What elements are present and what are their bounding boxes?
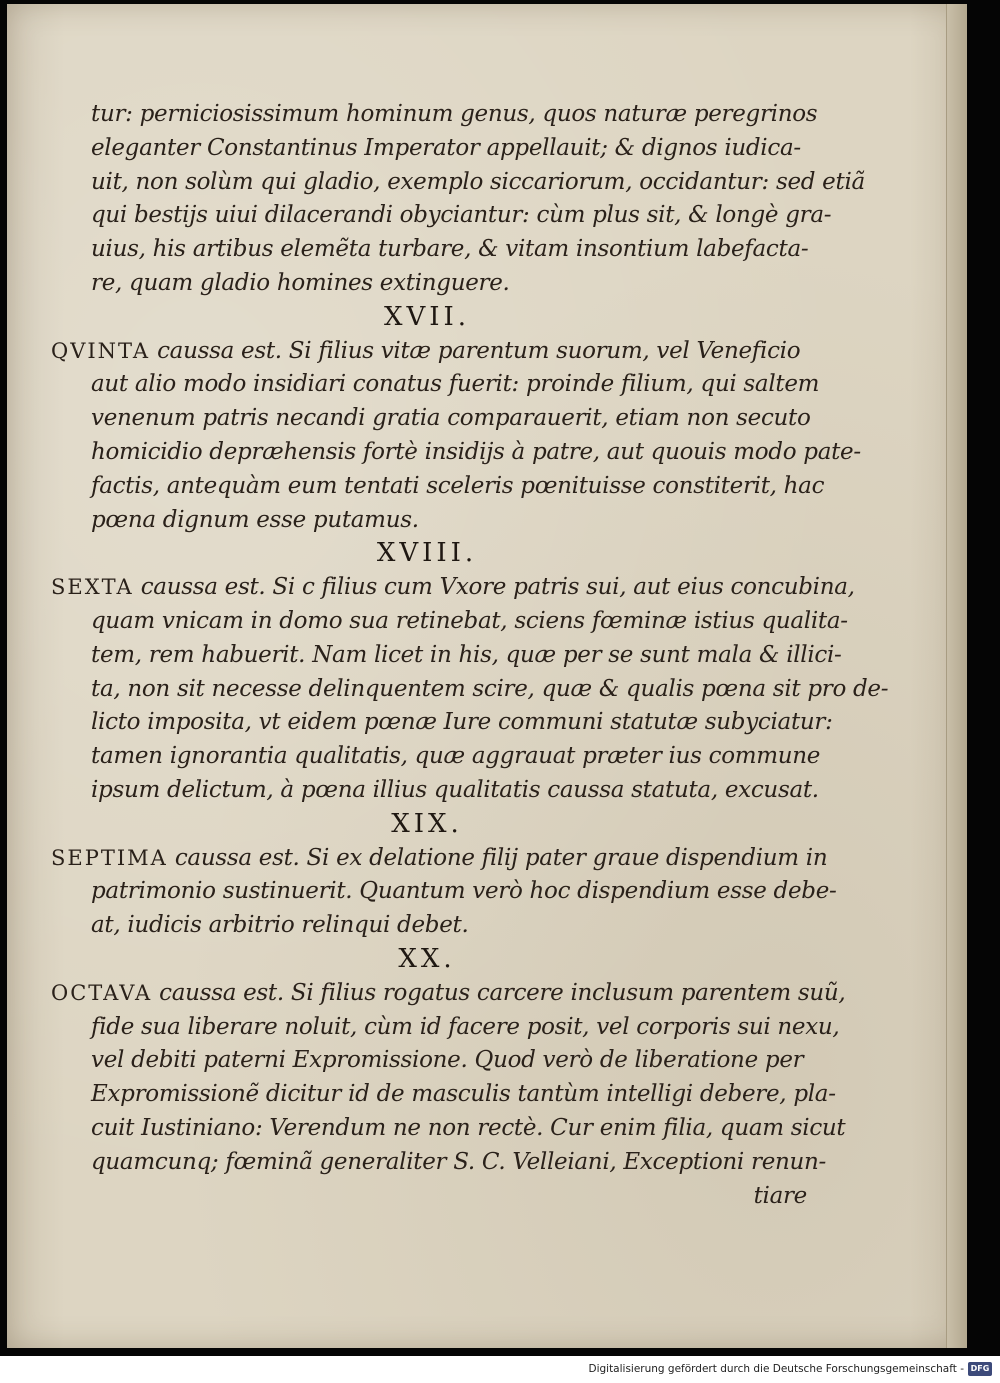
line-text: caussa est. Si filius vitæ parentum suorum, vel Veneficio	[150, 337, 801, 364]
paragraph-lead-word: SEXTA	[51, 575, 134, 600]
text-line: quamcunq; fœminã generaliter S. C. Velleiani, Exceptioni renun-	[91, 1148, 827, 1175]
text-line: re, quam gladio homines extinguere.	[91, 269, 510, 296]
text-line: factis, antequàm eum tentati sceleris pœnituisse constiterit, hac	[91, 472, 825, 499]
text-line: at, iudicis arbitrio relinqui debet.	[91, 912, 469, 939]
text-line: ipsum delictum, à pœna illius qualitatis caussa statuta, excusat.	[91, 776, 819, 803]
text-line: licto imposita, vt eidem pœnæ Iure communi statutæ subyciatur:	[91, 709, 833, 736]
line-text: caussa est. Si ex delatione filij pater graue dispendium in	[167, 844, 828, 871]
text-line	[47, 842, 828, 876]
text-line: pœna dignum esse putamus.	[91, 506, 419, 533]
section-numeral: XVII.	[383, 301, 471, 332]
text-line: cuit Iustiniano: Verendum ne non rectè. Cur enim filia, quam sicut	[91, 1114, 846, 1141]
text-line: ta, non sit necesse delinquentem scire, quæ & qualis pœna sit pro de-	[91, 675, 889, 702]
text-line: aut alio modo insidiari conatus fuerit: proinde filium, qui saltem	[91, 371, 820, 398]
section-numeral: XIX.	[391, 808, 463, 839]
text-line: tiare	[753, 1182, 807, 1209]
text-line: qui bestijs uiui dilacerandi obyciantur: cùm plus sit, & longè gra-	[91, 202, 832, 229]
text-line: uit, non solùm qui gladio, exemplo siccariorum, occidantur: sed etiã	[91, 168, 865, 195]
text-line: eleganter Constantinus Imperator appellauit; & dignos iudica-	[91, 134, 801, 161]
text-line: venenum patris necandi gratia comparauerit, etiam non secuto	[91, 405, 811, 432]
section-numeral: XVIII.	[376, 538, 478, 569]
line-text: caussa est. Si c filius cum Vxore patris sui, aut eius concubina,	[133, 574, 855, 601]
book-page	[7, 4, 967, 1348]
section-numeral: XX.	[398, 943, 456, 974]
footer-credit: Digitalisierung gefördert durch die Deutsche Forschungsgemeinschaft -	[588, 1363, 964, 1375]
text-line: patrimonio sustinuerit. Quantum verò hoc dispendium esse debe-	[91, 878, 837, 905]
footer-bar	[0, 1356, 1000, 1383]
text-line: tamen ignorantia qualitatis, quæ aggrauat præter ius commune	[91, 743, 821, 770]
dfg-logo-icon: DFG	[968, 1362, 992, 1376]
text-line	[47, 571, 855, 605]
text-line: uius, his artibus elemẽta turbare, & vitam insontium labefacta-	[91, 236, 809, 263]
page-text-block	[47, 98, 889, 1213]
line-text: caussa est. Si filius rogatus carcere inclusum parentem suũ,	[152, 979, 846, 1006]
text-line: vel debiti paterni Expromissione. Quod verò de liberatione per	[91, 1047, 804, 1074]
paragraph-lead-word: OCTAVA	[51, 980, 153, 1005]
paragraph-lead-word: QVINTA	[51, 338, 151, 363]
text-line: fide sua liberare noluit, cùm id facere posit, vel corporis sui nexu,	[91, 1013, 840, 1040]
paragraph-lead-word: SEPTIMA	[51, 845, 168, 870]
text-line: tur: perniciosissimum hominum genus, quos naturæ peregrinos	[91, 101, 818, 127]
text-line: homicidio depræhensis fortè insidijs à patre, aut quouis modo pate-	[91, 438, 861, 465]
text-line: tem, rem habuerit. Nam licet in his, quæ per se sunt mala & illici-	[91, 641, 842, 668]
text-line: Expromissionẽ dicitur id de masculis tantùm intelligi debere, pla-	[91, 1081, 836, 1108]
text-line: quam vnicam in domo sua retinebat, sciens fœminæ istius qualita-	[91, 607, 848, 634]
text-line	[47, 977, 846, 1011]
text-line	[47, 335, 807, 369]
page-edge	[946, 4, 967, 1348]
